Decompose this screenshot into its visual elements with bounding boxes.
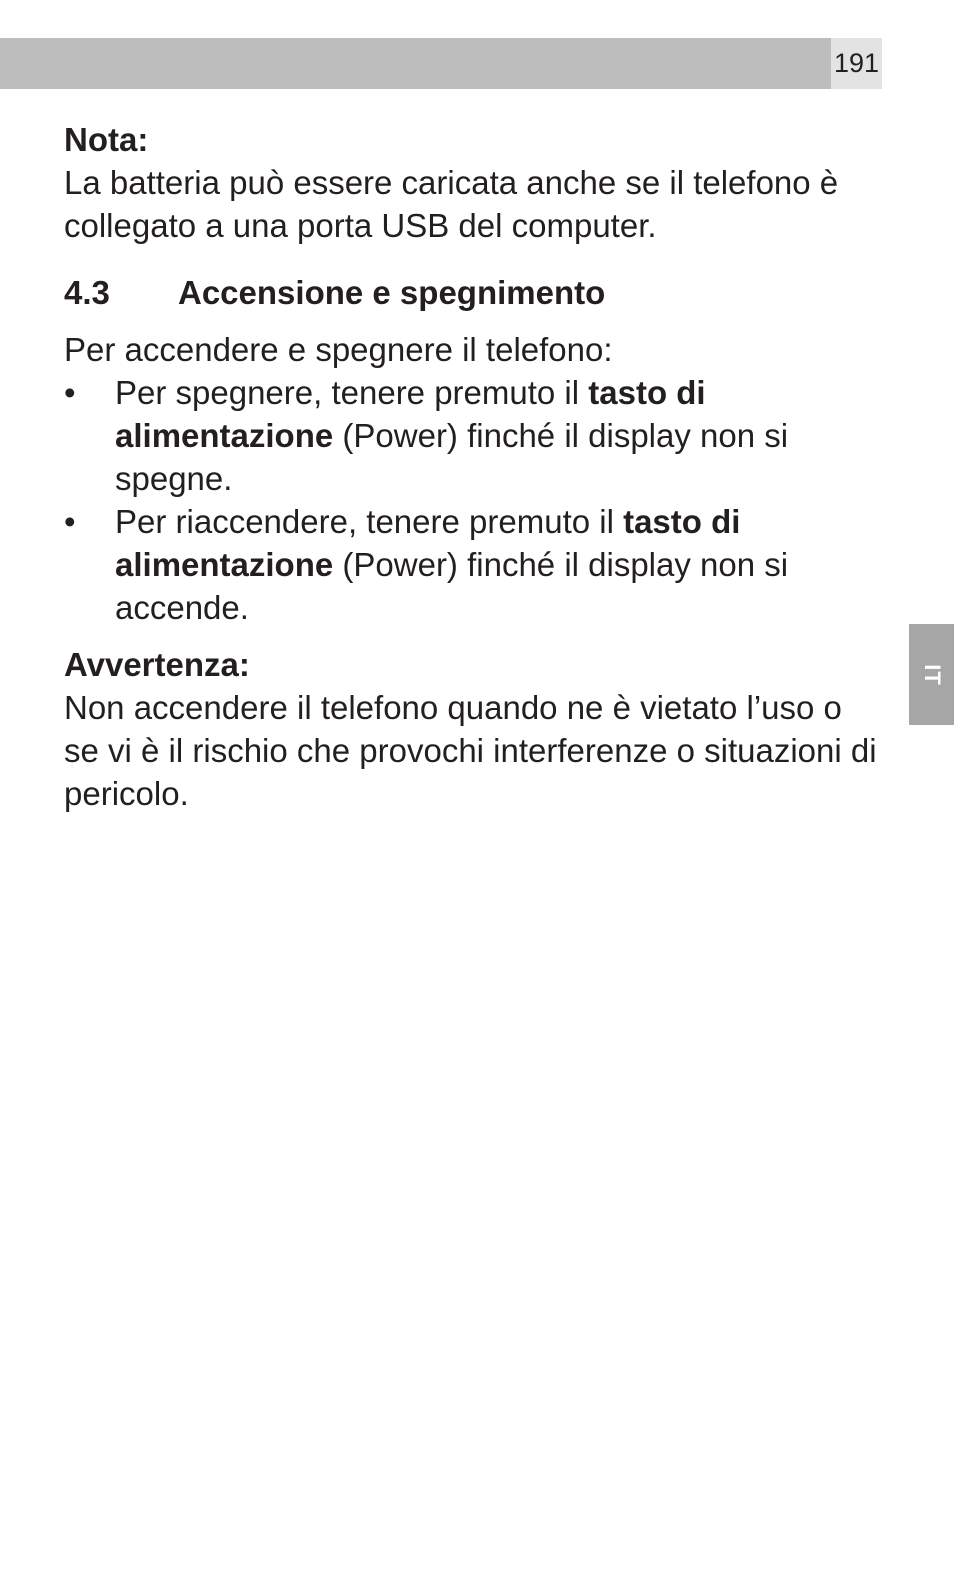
section-heading <box>64 271 884 314</box>
list-item-text-before: Per spegnere, tenere premuto il <box>115 374 589 411</box>
list-item <box>64 500 884 629</box>
list-item-text-bold: tasto di alimentazione <box>115 503 741 583</box>
language-tab <box>909 624 954 725</box>
bullet-marker: • <box>64 503 76 540</box>
header-bar <box>0 38 831 89</box>
note-label: Nota: <box>64 121 149 158</box>
page-content <box>64 118 884 815</box>
list-item <box>64 371 884 500</box>
section-number: 4.3 <box>64 274 110 311</box>
bullet-marker: • <box>64 374 76 411</box>
section-title: Accensione e spegnimento <box>178 274 606 311</box>
language-tab-label: IT <box>919 663 945 686</box>
warning-label: Avvertenza: <box>64 646 250 683</box>
list-item-text-after: (Power) finché il display non si spegne. <box>115 417 789 497</box>
warning-text: Non accendere il telefono quando ne è vietato l’uso o se vi è il rischio che provochi interferenze o situazioni di pericolo. <box>64 689 877 812</box>
note-text: La batteria può essere caricata anche se il telefono è collegato a una porta USB del computer. <box>64 164 839 244</box>
list-item-text-after: (Power) finché il display non si accende. <box>115 546 789 626</box>
page-number: 191 <box>831 38 882 89</box>
list-item-text-before: Per riaccendere, tenere premuto il <box>115 503 624 540</box>
list-item-text-bold: tasto di alimentazione <box>115 374 706 454</box>
bullet-list <box>64 371 884 629</box>
section-intro: Per accendere e spegnere il telefono: <box>64 331 613 368</box>
